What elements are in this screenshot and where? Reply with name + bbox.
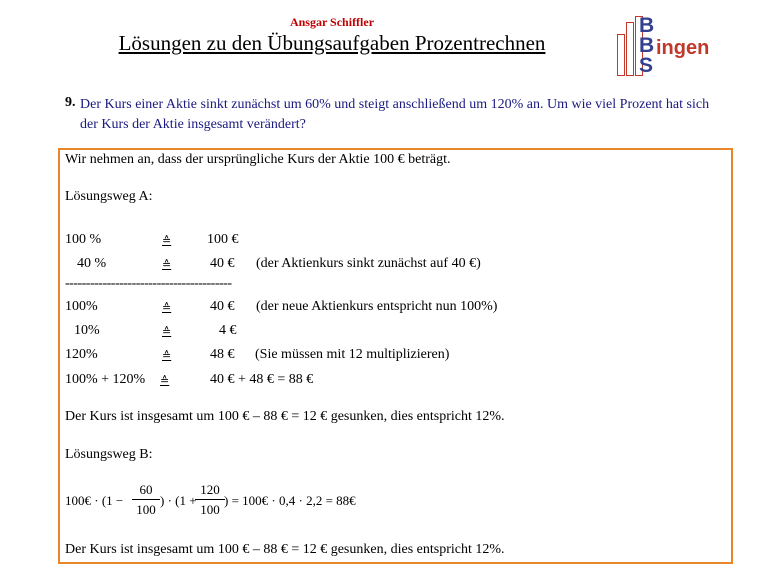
row-a2-3-left: 100% + 120%	[65, 372, 146, 387]
logo-word: ingen	[656, 37, 710, 59]
fraction-numerator: 120	[195, 482, 225, 500]
formula-end: ) = 100€ · 0,4 · 2,2 = 88€	[224, 493, 356, 508]
conclusion-b: Der Kurs ist insgesamt um 100 € – 88 € = 12 € gesunken, dies entspricht 12%.	[65, 542, 505, 557]
corresponds-symbol: ≙	[162, 259, 172, 271]
conclusion-a: Der Kurs ist insgesamt um 100 € – 88 € = 12 € gesunken, dies entspricht 12%.	[65, 409, 505, 424]
logo-letter-s: S	[639, 54, 654, 77]
corresponds-symbol: ≙	[162, 302, 172, 314]
row-a2-0-left: 100%	[65, 299, 98, 314]
logo-letter-b2: B	[639, 34, 655, 57]
row-a1-0-left: 100 %	[65, 232, 102, 247]
way-b-title: Lösungsweg B:	[65, 447, 153, 462]
fraction-numerator: 60	[132, 482, 160, 500]
corresponds-symbol: ≙	[162, 350, 172, 362]
corresponds-symbol: ≙	[162, 326, 172, 338]
page-title: Lösungen zu den Übungsaufgaben Prozentrechnen	[118, 31, 546, 55]
row-a1-1-value: 40 €	[210, 256, 235, 271]
row-a2-0-note: (der neue Aktienkurs entspricht nun 100%)	[256, 299, 498, 314]
row-a2-2-note: (Sie müssen mit 12 multiplizieren)	[255, 347, 450, 362]
row-a2-3-value: 40 € + 48 € = 88 €	[210, 372, 314, 387]
row-a2-2-value: 48 €	[210, 347, 235, 362]
separator-line: ----------------------------------------	[65, 276, 232, 291]
row-a2-0-value: 40 €	[210, 299, 235, 314]
corresponds-symbol: ≙	[160, 375, 170, 387]
solution-intro: Wir nehmen an, dass der ursprüngliche Kurs der Aktie 100 € beträgt.	[65, 152, 451, 167]
bbs-bingen-logo	[615, 16, 727, 78]
question-text: Der Kurs einer Aktie sinkt zunächst um 60% und steigt anschließend um 120% an. Um wie viel Prozent hat sich der Kurs der Aktie insgesamt verändert?	[80, 97, 710, 132]
fraction-denominator: 100	[200, 502, 220, 517]
fraction-60-100	[132, 482, 160, 518]
logo-letter-b1: B	[639, 14, 655, 37]
row-a2-1-value: 4 €	[219, 323, 237, 338]
question-number: 9.	[65, 95, 76, 110]
logo-bar	[617, 34, 625, 76]
row-a2-2-left: 120%	[65, 347, 98, 362]
corresponds-symbol: ≙	[162, 235, 172, 247]
fraction-denominator: 100	[136, 502, 156, 517]
formula-mid: ) · (1 +	[160, 493, 197, 508]
author-name: Ansgar Schiffler	[289, 15, 375, 29]
solution-box	[58, 148, 733, 564]
logo-bar	[626, 22, 634, 76]
fraction-120-100	[195, 482, 225, 518]
row-a1-0-value: 100 €	[207, 232, 239, 247]
row-a2-1-left: 10%	[74, 323, 100, 338]
row-a1-1-left: 40 %	[77, 256, 107, 271]
row-a1-1-note: (der Aktienkurs sinkt zunächst auf 40 €)	[256, 256, 481, 271]
way-a-title: Lösungsweg A:	[65, 189, 153, 204]
formula-start: 100€ · (1 −	[65, 493, 124, 508]
